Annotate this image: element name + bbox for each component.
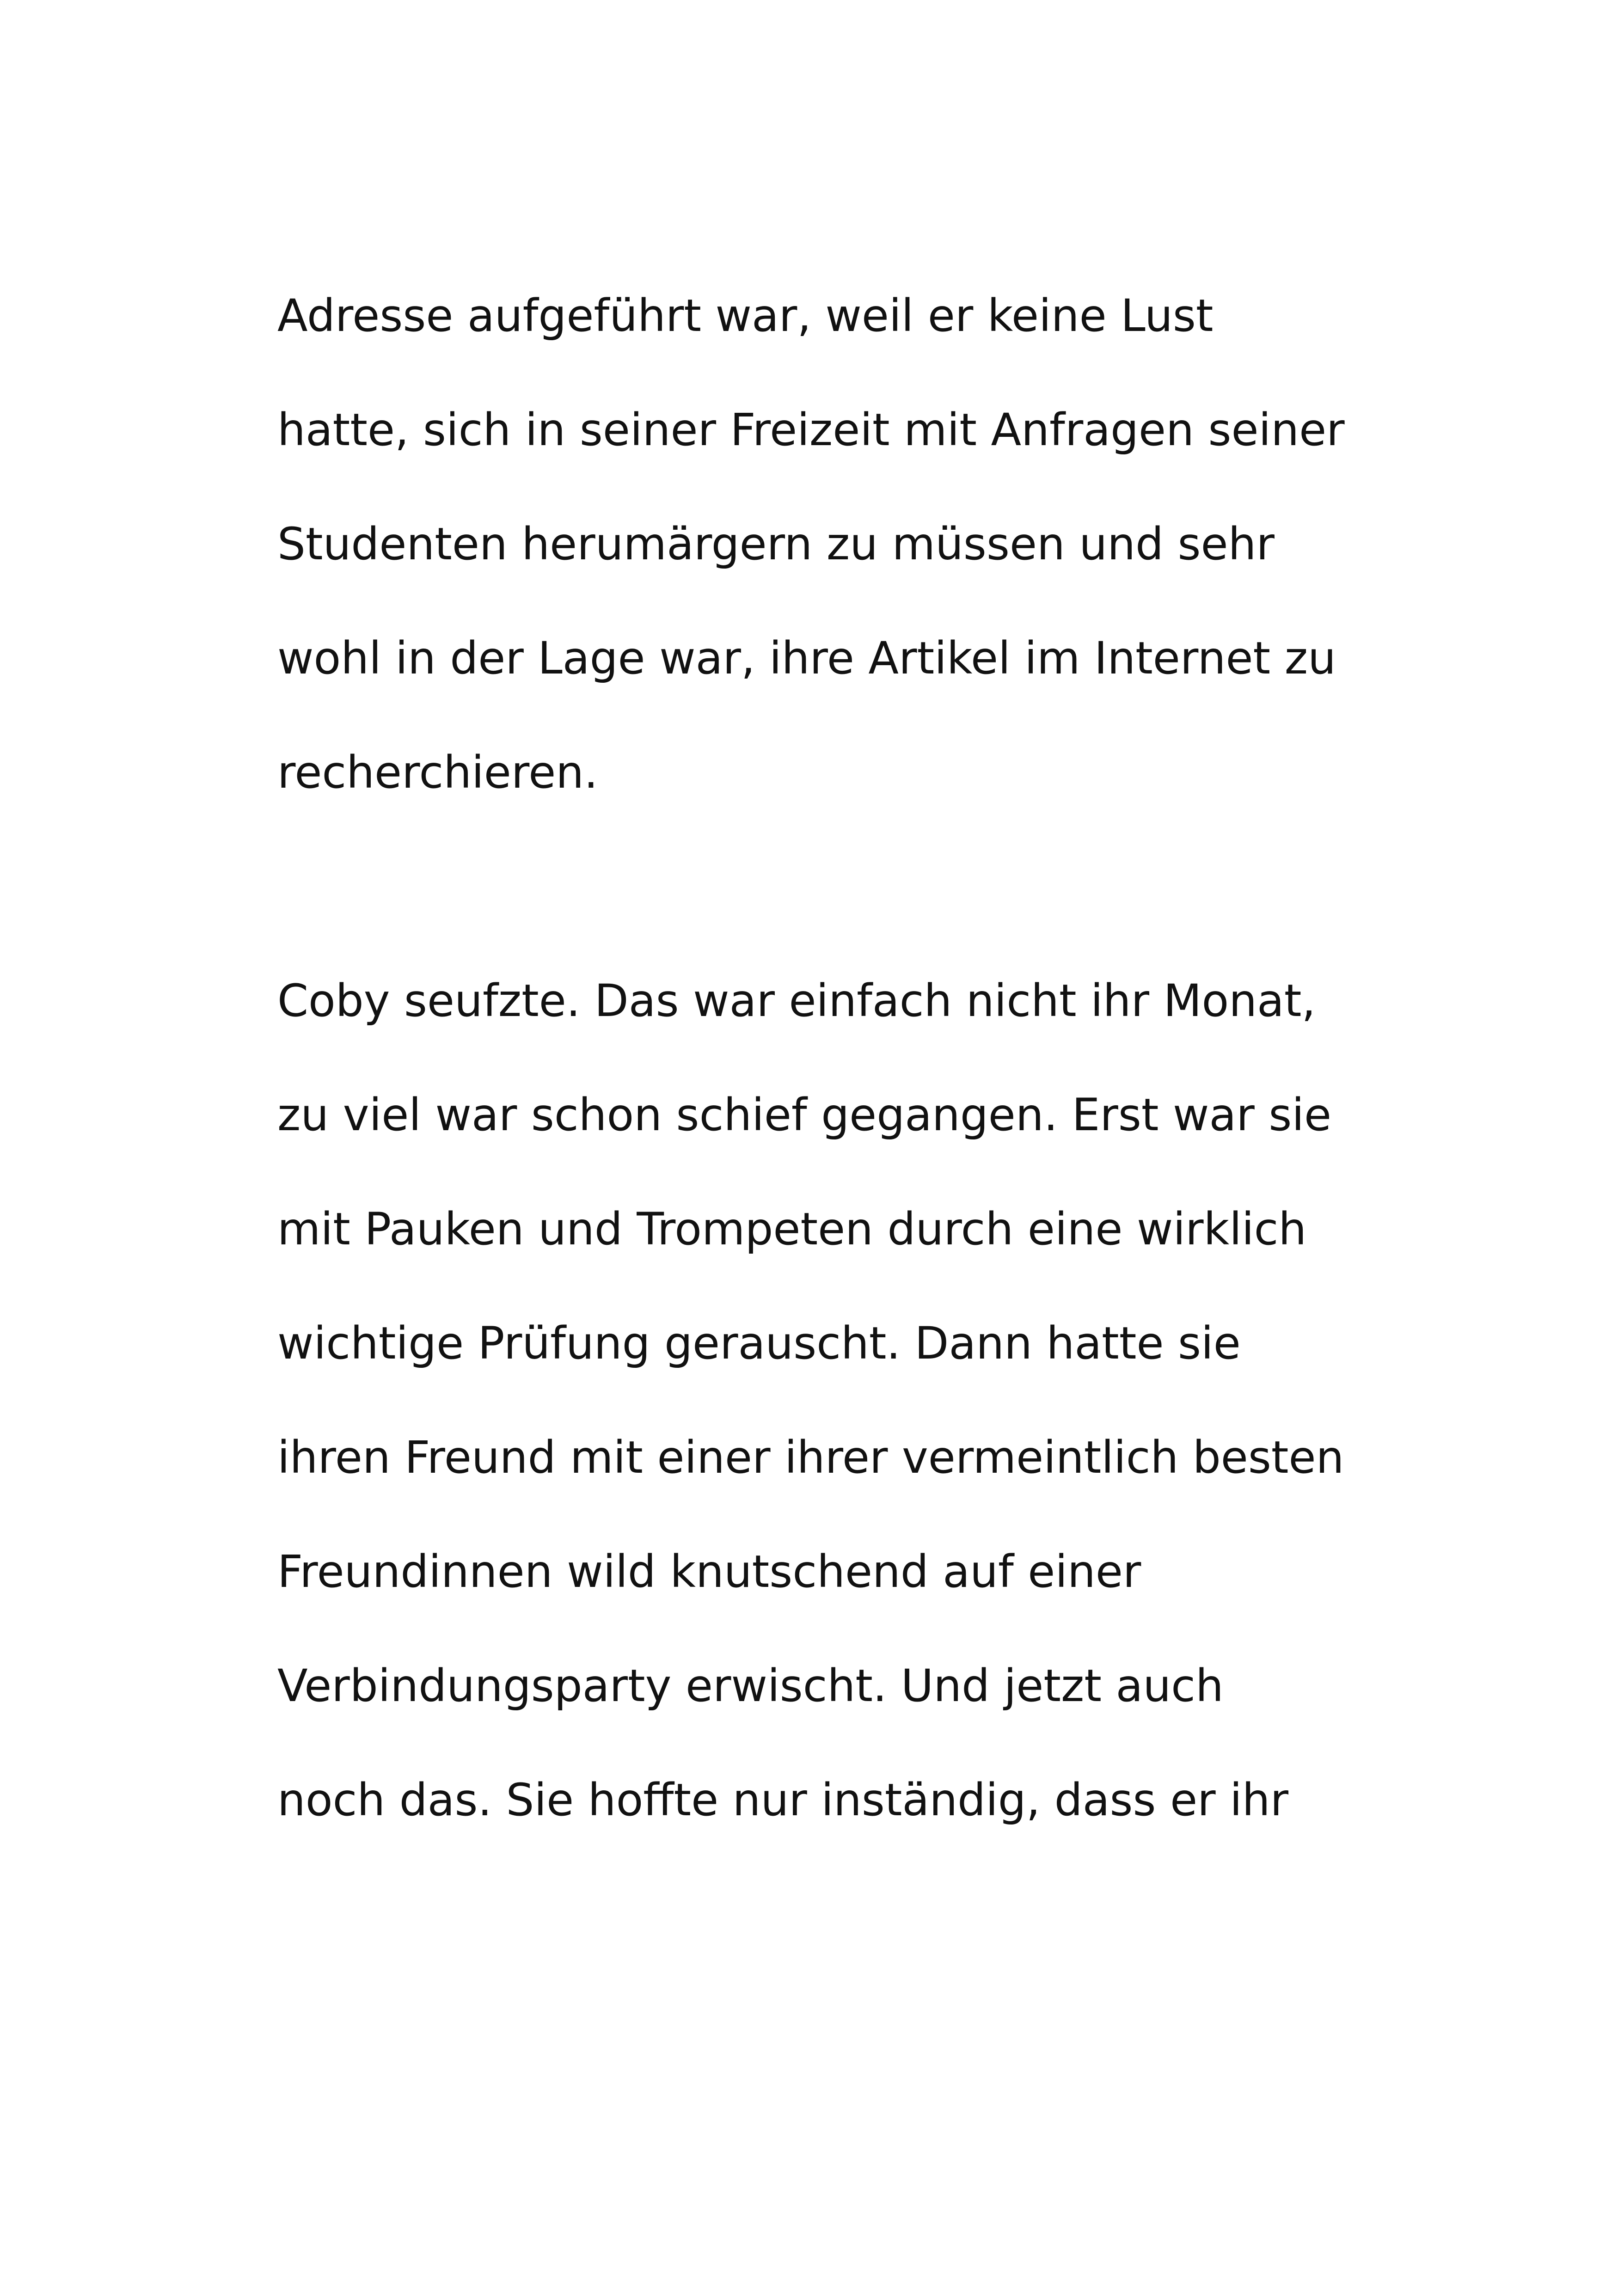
- paragraph-2: [277, 944, 1387, 1857]
- text-line: wichtige Prüfung gerauscht. Dann hatte sie: [277, 1317, 1241, 1369]
- text-line: Verbindungsparty erwischt. Und jetzt auch: [277, 1660, 1224, 1712]
- text-line: zu viel war schon schief gegangen. Erst war sie: [277, 1089, 1332, 1141]
- text-line: noch das. Sie hoffte nur inständig, dass er ihr: [277, 1774, 1289, 1826]
- text-line: Coby seufzte. Das war einfach nicht ihr Monat,: [277, 975, 1316, 1027]
- text-line: hatte, sich in seiner Freizeit mit Anfragen seiner: [277, 404, 1345, 456]
- text-line: Adresse aufgeführt war, weil er keine Lust: [277, 290, 1214, 342]
- text-line: Studenten herumärgern zu müssen und sehr: [277, 518, 1275, 570]
- text-line: Freundinnen wild knutschend auf einer: [277, 1546, 1141, 1598]
- text-line: ihren Freund mit einer ihrer vermeintlich besten: [277, 1432, 1344, 1483]
- text-line: mit Pauken und Trompeten durch eine wirklich: [277, 1203, 1307, 1255]
- body-text: [277, 259, 1387, 1857]
- text-line: recherchieren.: [277, 747, 598, 798]
- text-line: wohl in der Lage war, ihre Artikel im Internet zu: [277, 632, 1336, 684]
- paragraph-1: [277, 259, 1387, 830]
